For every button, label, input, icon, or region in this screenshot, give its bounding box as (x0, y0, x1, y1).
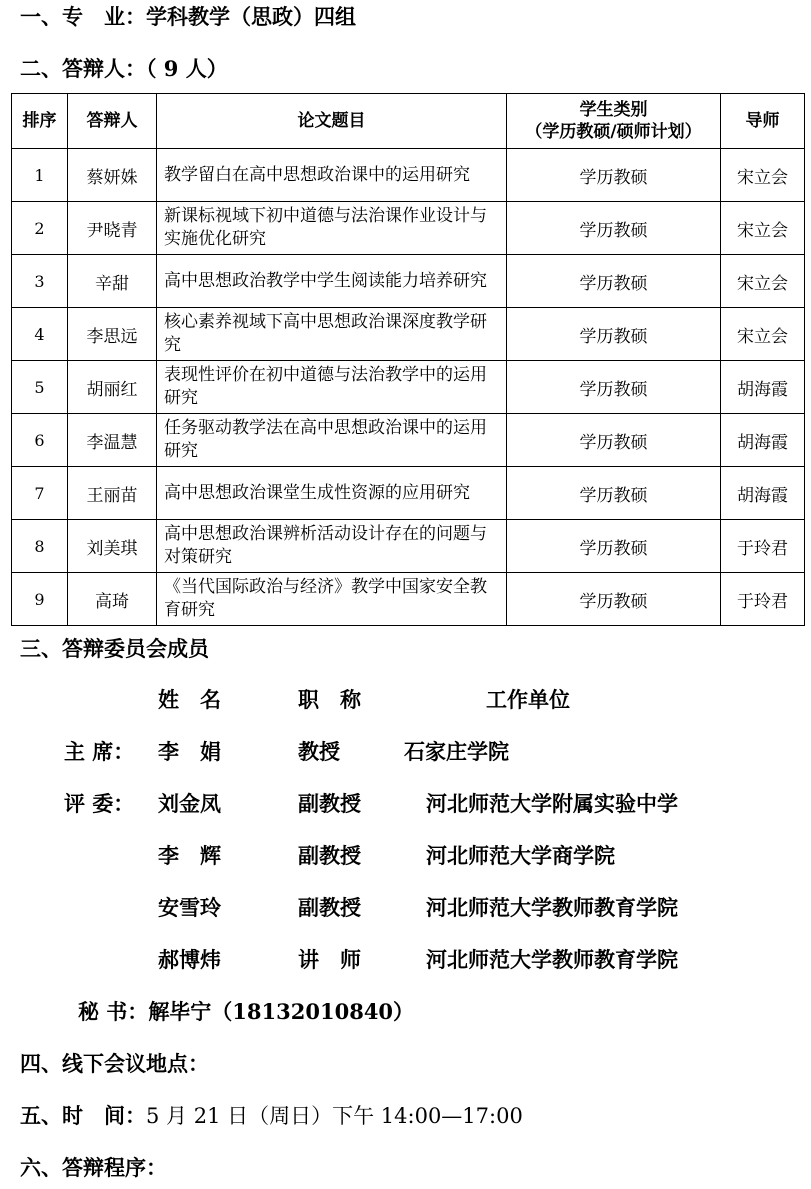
committee-member-rank: 副教授 (298, 843, 361, 868)
table-row (12, 202, 805, 255)
cell-no: 4 (12, 308, 68, 361)
section-time-label: 五、时 间： (20, 1103, 146, 1128)
section-defenders-label: 二、答辩人：（ 9 人） (20, 56, 228, 81)
section-time-value: 5 月 21 日（周日）下午 14:00—17:00 (146, 1104, 523, 1128)
section-venue (20, 1049, 209, 1079)
committee-member-unit: 河北师范大学附属实验中学 (426, 791, 678, 816)
table-row (12, 573, 805, 626)
committee-member-name: 李 辉 (158, 843, 221, 868)
header-category-line1: 学生类别 (579, 100, 648, 120)
committee-chair-name: 李 娟 (158, 739, 221, 764)
table-row (12, 255, 805, 308)
committee-members-role: 评 委： (64, 791, 135, 816)
cell-category: 学历教硕 (507, 414, 721, 467)
defense-table (11, 93, 805, 626)
cell-advisor: 于玲君 (721, 520, 805, 573)
cell-no: 6 (12, 414, 68, 467)
table-row (12, 149, 805, 202)
cell-name: 李思远 (68, 308, 157, 361)
cell-name: 刘美琪 (68, 520, 157, 573)
table-row (12, 308, 805, 361)
committee-chair-unit: 石家庄学院 (404, 739, 509, 764)
cell-title: 高中思想政治课堂生成性资源的应用研究 (157, 467, 507, 520)
cell-advisor: 宋立会 (721, 255, 805, 308)
section-committee (20, 634, 209, 664)
cell-category: 学历教硕 (507, 573, 721, 626)
committee-member-rank: 副教授 (298, 895, 361, 920)
cell-name: 尹晓青 (68, 202, 157, 255)
committee-member-rank: 讲 师 (298, 947, 361, 972)
table-row (12, 467, 805, 520)
cell-name: 王丽苗 (68, 467, 157, 520)
cell-no: 7 (12, 467, 68, 520)
section-major (20, 2, 356, 32)
committee-member-name: 安雪玲 (158, 895, 221, 920)
cell-no: 9 (12, 573, 68, 626)
cell-category: 学历教硕 (507, 520, 721, 573)
committee-chair-role: 主 席： (64, 739, 135, 764)
committee-member-name: 刘金凤 (158, 791, 221, 816)
cell-name: 辛甜 (68, 255, 157, 308)
committee-header-unit: 工作单位 (486, 687, 570, 712)
committee-member-unit: 河北师范大学教师教育学院 (426, 947, 678, 972)
cell-advisor: 宋立会 (721, 308, 805, 361)
committee-secretary (78, 997, 414, 1027)
cell-name: 李温慧 (68, 414, 157, 467)
cell-no: 5 (12, 361, 68, 414)
cell-category: 学历教硕 (507, 149, 721, 202)
cell-category: 学历教硕 (507, 467, 721, 520)
committee-header-name: 姓 名 (158, 687, 221, 712)
section-venue-label: 四、线下会议地点： (20, 1051, 209, 1076)
table-header-row (12, 94, 805, 149)
committee-member-rank: 副教授 (298, 791, 361, 816)
committee-member-unit: 河北师范大学商学院 (426, 843, 615, 868)
header-title: 论文题目 (157, 94, 507, 149)
cell-title: 《当代国际政治与经济》教学中国家安全教育研究 (157, 573, 507, 626)
header-no: 排序 (12, 94, 68, 149)
cell-no: 8 (12, 520, 68, 573)
committee-member-unit: 河北师范大学教师教育学院 (426, 895, 678, 920)
header-name: 答辩人 (68, 94, 157, 149)
header-category-line2: （学历教硕/硕师计划） (525, 122, 702, 142)
cell-name: 高琦 (68, 573, 157, 626)
cell-category: 学历教硕 (507, 361, 721, 414)
table-row (12, 361, 805, 414)
cell-advisor: 宋立会 (721, 149, 805, 202)
cell-advisor: 胡海霞 (721, 361, 805, 414)
cell-category: 学历教硕 (507, 308, 721, 361)
cell-name: 蔡妍姝 (68, 149, 157, 202)
section-major-label: 一、专 业： (20, 4, 146, 29)
cell-title: 核心素养视域下高中思想政治课深度教学研究 (157, 308, 507, 361)
cell-title: 教学留白在高中思想政治课中的运用研究 (157, 149, 507, 202)
cell-advisor: 宋立会 (721, 202, 805, 255)
cell-no: 2 (12, 202, 68, 255)
cell-category: 学历教硕 (507, 255, 721, 308)
section-major-value: 学科教学（思政）四组 (146, 4, 356, 29)
committee-header-rank: 职 称 (298, 687, 361, 712)
cell-title: 高中思想政治课辨析活动设计存在的问题与对策研究 (157, 520, 507, 573)
section-procedure (20, 1153, 167, 1183)
section-defenders (20, 54, 228, 84)
cell-no: 1 (12, 149, 68, 202)
cell-category: 学历教硕 (507, 202, 721, 255)
cell-title: 高中思想政治教学中学生阅读能力培养研究 (157, 255, 507, 308)
committee-secretary-label: 秘 书： (78, 999, 149, 1024)
cell-title: 表现性评价在初中道德与法治教学中的运用研究 (157, 361, 507, 414)
table-row (12, 414, 805, 467)
committee-chair-rank: 教授 (298, 739, 340, 764)
section-committee-label: 三、答辩委员会成员 (20, 636, 209, 661)
cell-advisor: 胡海霞 (721, 467, 805, 520)
cell-title: 任务驱动教学法在高中思想政治课中的运用研究 (157, 414, 507, 467)
committee-member-name: 郝博炜 (158, 947, 221, 972)
section-time (20, 1101, 523, 1131)
cell-advisor: 于玲君 (721, 573, 805, 626)
committee-secretary-value: 解毕宁（18132010840） (148, 999, 415, 1024)
table-row (12, 520, 805, 573)
header-category (507, 94, 721, 149)
cell-title: 新课标视域下初中道德与法治课作业设计与实施优化研究 (157, 202, 507, 255)
header-advisor: 导师 (721, 94, 805, 149)
cell-no: 3 (12, 255, 68, 308)
section-procedure-label: 六、答辩程序： (20, 1155, 167, 1180)
cell-advisor: 胡海霞 (721, 414, 805, 467)
cell-name: 胡丽红 (68, 361, 157, 414)
